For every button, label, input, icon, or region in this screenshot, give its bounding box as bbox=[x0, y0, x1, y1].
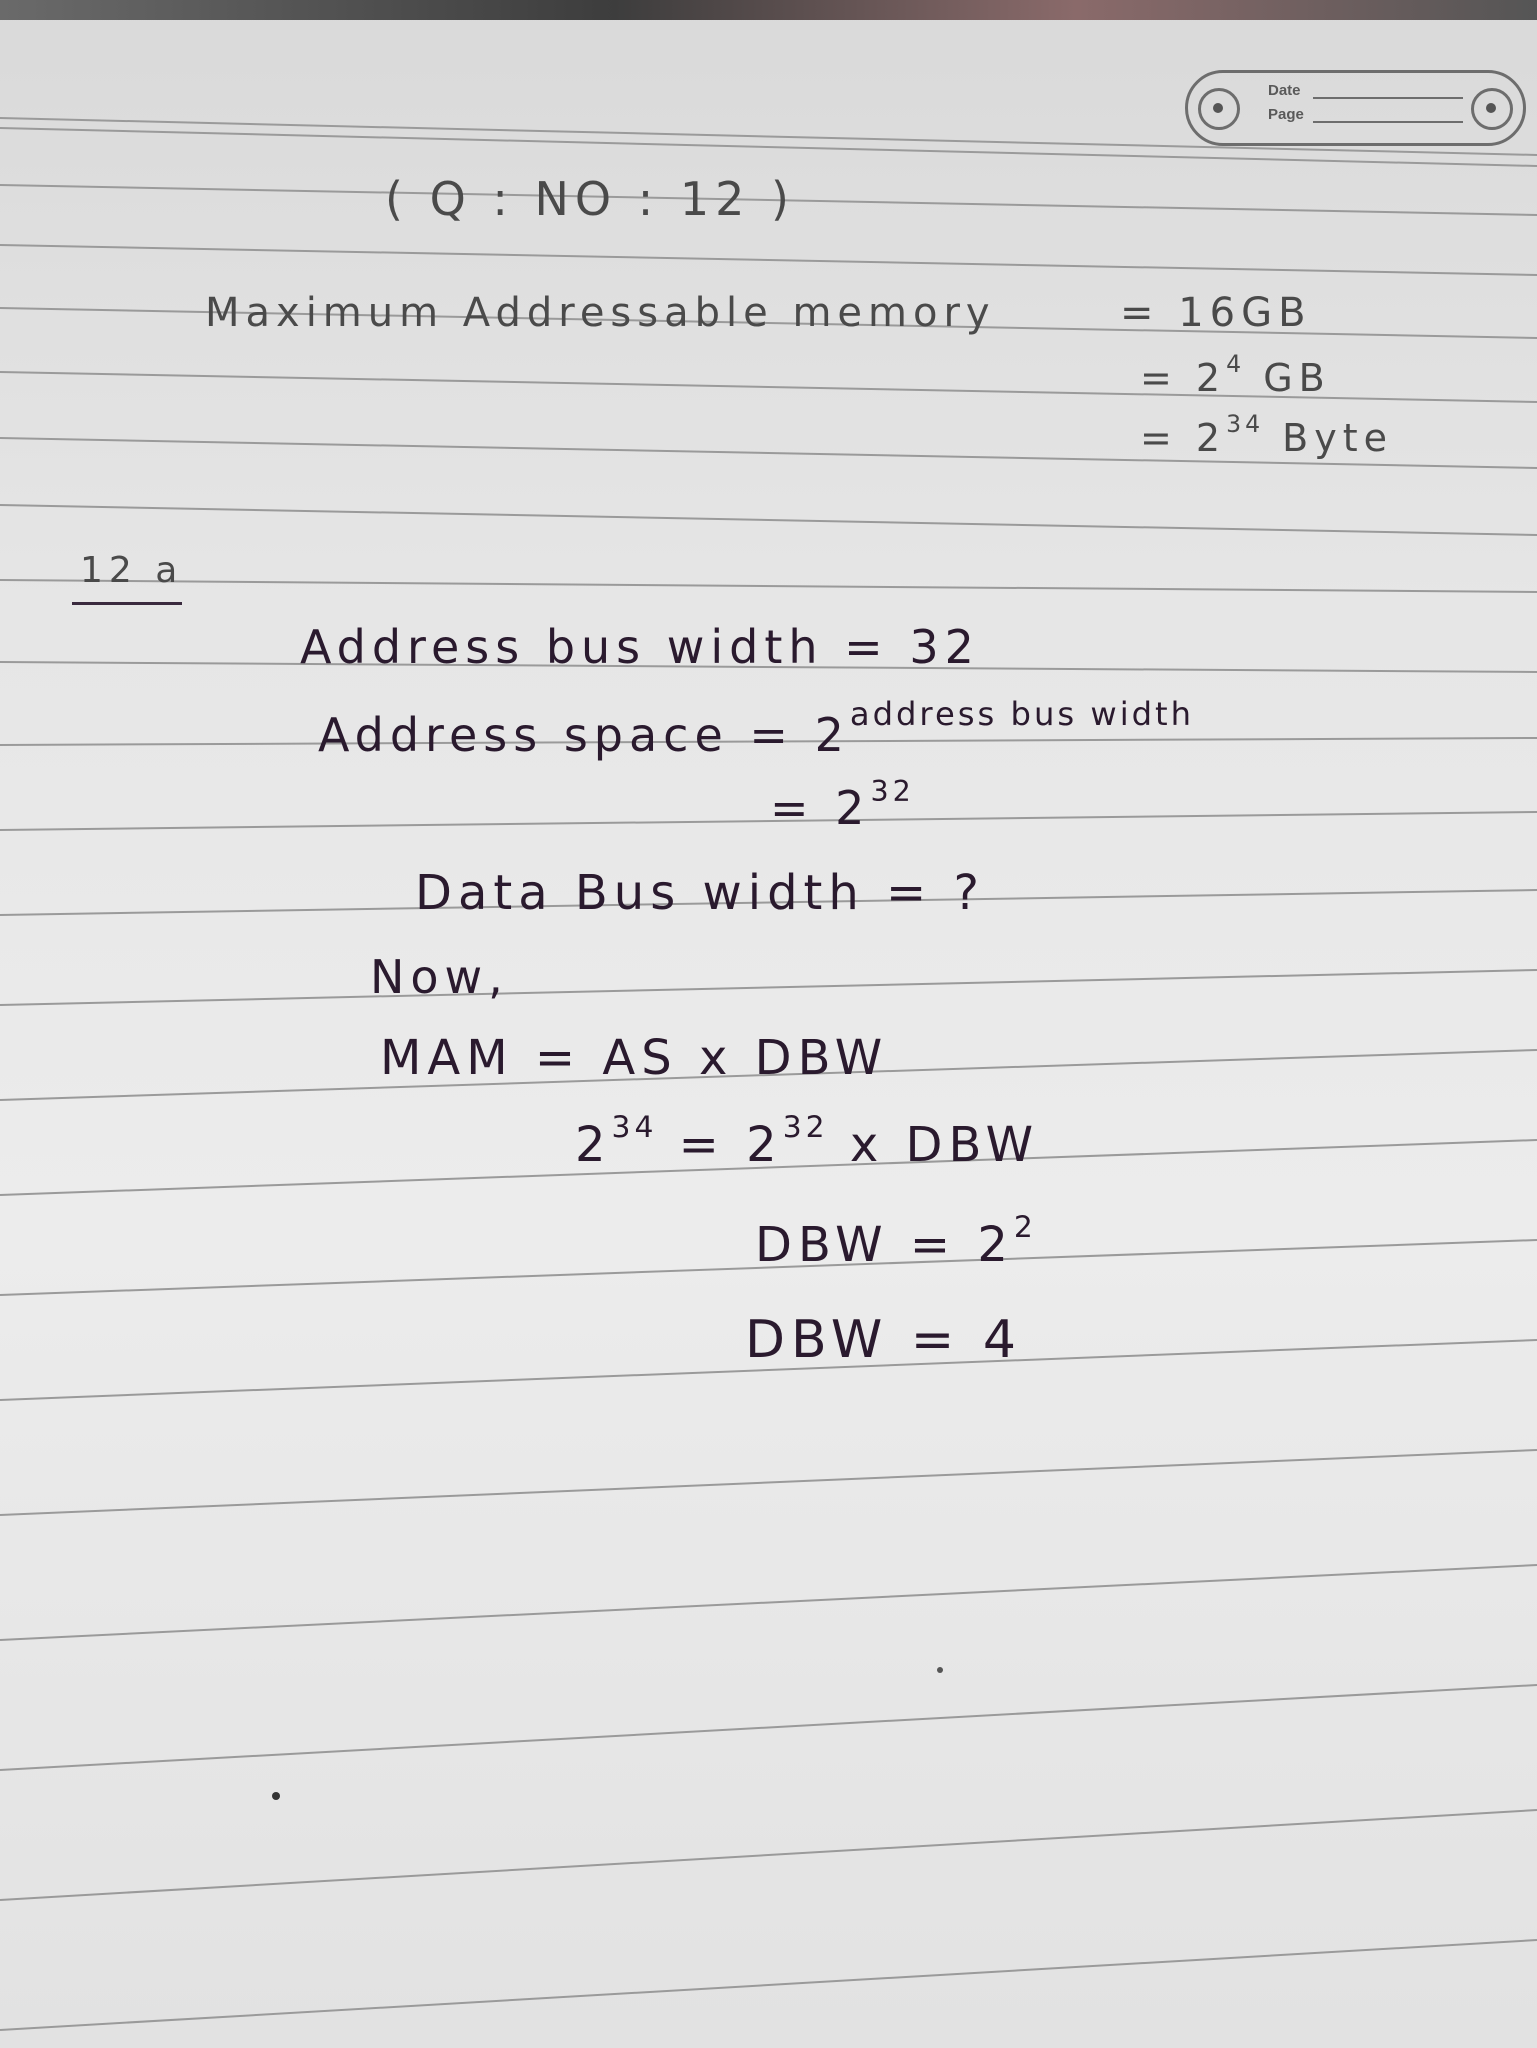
rule-line bbox=[0, 1685, 1537, 1770]
solution-line-6: MAM = AS x DBW bbox=[380, 1030, 889, 1086]
solution-line-5: Now, bbox=[370, 950, 509, 1004]
eq3-base: = 2 bbox=[1140, 415, 1227, 460]
solution-line-9: DBW = 4 bbox=[745, 1310, 1022, 1370]
solution-line-2 bbox=[318, 695, 1194, 762]
eq3-exponent: 34 bbox=[1226, 410, 1265, 438]
part-label-underline bbox=[72, 602, 182, 605]
line7-exponent: 34 bbox=[611, 1110, 658, 1145]
line3-exponent: 32 bbox=[870, 775, 915, 808]
rule-line bbox=[0, 1810, 1537, 1900]
solution-line-1: Address bus width = 32 bbox=[300, 620, 980, 674]
solution-line-8 bbox=[755, 1210, 1037, 1273]
address-space-exponent: address bus width bbox=[849, 695, 1195, 733]
max-memory-eq2 bbox=[1140, 350, 1331, 400]
max-memory-eq3 bbox=[1140, 410, 1393, 460]
date-page-header bbox=[1185, 70, 1526, 146]
eq2-unit: GB bbox=[1263, 355, 1331, 400]
eq3-unit: Byte bbox=[1282, 415, 1394, 460]
rule-line bbox=[0, 1450, 1537, 1515]
rule-line bbox=[0, 505, 1537, 535]
part-label: 12 a bbox=[80, 550, 184, 591]
line7-base: 2 bbox=[575, 1116, 612, 1173]
page-line bbox=[1313, 121, 1463, 123]
date-label: Date bbox=[1268, 82, 1301, 99]
solution-line-7 bbox=[575, 1110, 1039, 1173]
line3-base: = 2 bbox=[770, 780, 871, 835]
solution-line-4: Data Bus width = ? bbox=[415, 865, 985, 921]
max-memory-label: Maximum Addressable memory bbox=[205, 290, 996, 336]
rule-line bbox=[0, 245, 1537, 275]
line7-end: x DBW bbox=[849, 1116, 1040, 1173]
line8-base: DBW = 2 bbox=[755, 1216, 1014, 1273]
max-memory-eq1: = 16GB bbox=[1120, 290, 1312, 336]
ink-dot bbox=[270, 1790, 282, 1802]
swirl-icon bbox=[1471, 88, 1513, 130]
rule-line bbox=[0, 1565, 1537, 1640]
solution-line-3 bbox=[770, 775, 915, 835]
address-space-base: 2 bbox=[814, 707, 850, 762]
swirl-icon bbox=[1198, 88, 1240, 130]
ink-dot bbox=[935, 1665, 945, 1675]
rule-line bbox=[0, 1940, 1537, 2030]
line7-mid: = 2 bbox=[678, 1116, 783, 1173]
rule-line bbox=[0, 970, 1537, 1005]
line7-exponent-2: 32 bbox=[782, 1110, 829, 1145]
page-label: Page bbox=[1268, 106, 1304, 123]
rule-line bbox=[0, 580, 1537, 592]
address-space-label: Address space = bbox=[318, 707, 794, 762]
line8-exponent: 2 bbox=[1013, 1210, 1037, 1245]
rule-line bbox=[0, 812, 1537, 830]
eq2-base: = 2 bbox=[1140, 355, 1227, 400]
question-heading: ( Q : NO : 12 ) bbox=[385, 172, 795, 226]
eq2-exponent: 4 bbox=[1226, 350, 1246, 378]
date-line bbox=[1313, 97, 1463, 99]
